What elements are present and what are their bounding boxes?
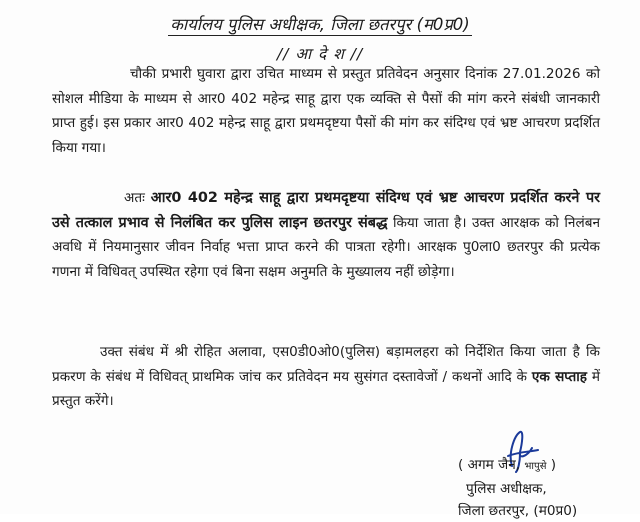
order-title: // आ दे श // [276, 45, 364, 63]
signatory-designation: पुलिस अधीक्षक, [466, 481, 547, 497]
signatory-district: जिला छतरपुर, (म0प्र0) [458, 503, 578, 519]
paragraph-2-rest: किया जाता है। उक्त आरक्षक को निलंबन अवधि में नियमानुसार जीवन निर्वाह भत्ता प्राप्त करने की पात्रता रहेगी। आरक्षक पु0ला0 छतरपुर की प्रत्येक गणना में विधिवत् उपस्थित रहेगा एवं बिना सक्षम अनुमति के मुख्यालय नहीं छोड़ेगा। [52, 214, 600, 280]
office-heading-text: कार्यालय पुलिस अधीक्षक, जिला छतरपुर (म0प्र0) [170, 15, 470, 34]
signature-block [458, 454, 628, 522]
paragraph-3-suffix: में प्रस्तुत करेंगे। [52, 368, 600, 409]
service-abbreviation: भापुसे [524, 461, 547, 472]
paragraph-3 [52, 340, 600, 414]
paragraph-2-bold: आर0 402 महेन्द्र साहू द्वारा प्रथमदृष्टया संदिग्ध एवं भ्रष्ट आचरण प्रदर्शित करने पर उसे तत्काल प्रभाव से निलंबित कर पुलिस लाइन छतरपुर संबद्ध [52, 190, 601, 231]
paragraph-3-bold: एक सप्ताह [531, 368, 587, 385]
office-heading [0, 14, 640, 36]
paragraph-1: चौकी प्रभारी घुवारा द्वारा उचित माध्यम से प्रस्तुत प्रतिवेदन अनुसार दिनांक 27.01.2026 को सोशल मीडिया के माध्यम से आर0 402 महेन्द्र साहू द्वारा एक व्यक्ति से पैसों की मांग करने संबंधी जानकारी प्राप्त हुई। इस प्रकार आर0 402 महेन्द्र साहू द्वारा प्रथमदृष्टया पैसों की मांग कर संदिग्ध एवं भ्रष्ट आचरण प्रदर्शित किया गया। [52, 66, 600, 156]
paragraph-2-prefix: अतः [124, 190, 151, 206]
signatory-name: ( अगम जैन, भापुसे ) [458, 457, 557, 473]
paragraph-3-prefix: उक्त संबंध में श्री रोहित अलावा, एस0डी0ओ0(पुलिस) बड़ामलहरा को निर्देशित किया जाता है कि प्रकरण के संबंध में विधिवत् प्राथमिक जांच कर प्रतिवेदन मय सुसंगत दस्तावेजों / कथनों आदि के [52, 344, 600, 385]
paragraph-2 [52, 186, 600, 284]
